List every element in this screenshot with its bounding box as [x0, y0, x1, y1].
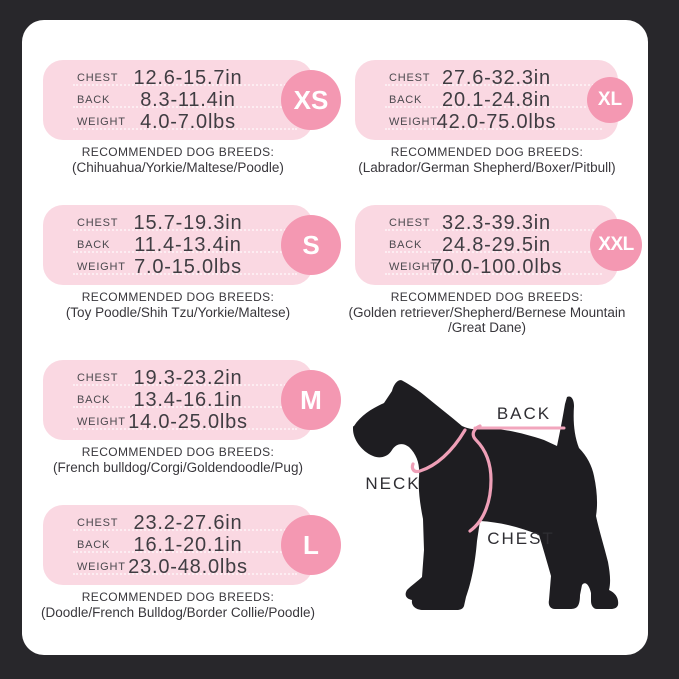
dog-measurement-diagram [348, 368, 642, 622]
breeds-list: (Golden retriever/Shepherd/Bernese Mountain [348, 305, 626, 320]
chest-label: CHEST [389, 217, 431, 229]
size-card-l [43, 505, 319, 585]
chest-label: CHEST [77, 72, 119, 84]
breeds-list: (Labrador/German Shepherd/Boxer/Pitbull) [358, 160, 616, 175]
chest-value: 15.7-19.3in [133, 212, 243, 234]
breeds-block-m [18, 445, 338, 475]
breeds-block-xxl [327, 290, 647, 335]
weight-value: 70.0-100.0lbs [430, 256, 563, 278]
measure-row-chest [43, 512, 313, 534]
measure-row-back [43, 389, 313, 411]
size-badge-xxl: XXL [590, 219, 642, 271]
chest-diagram-label: CHEST [487, 529, 555, 548]
measure-row-chest [43, 212, 313, 234]
chest-label: CHEST [77, 517, 119, 529]
weight-value: 4.0-7.0lbs [140, 111, 236, 133]
back-label: BACK [77, 239, 111, 251]
measure-row-weight [43, 411, 313, 433]
back-label: BACK [389, 94, 423, 106]
chest-value: 19.3-23.2in [133, 367, 243, 389]
weight-label: WEIGHT [389, 261, 438, 273]
size-card-xxl [355, 205, 634, 285]
size-badge-m: M [281, 370, 341, 430]
chest-value: 12.6-15.7in [133, 67, 243, 89]
weight-label: WEIGHT [389, 116, 438, 128]
chest-label: CHEST [77, 217, 119, 229]
size-badge-s: S [281, 215, 341, 275]
back-label: BACK [77, 94, 111, 106]
measure-row-weight [43, 556, 313, 578]
weight-value: 23.0-48.0lbs [128, 556, 248, 578]
back-value: 8.3-11.4in [140, 89, 236, 111]
breeds-list: (Toy Poodle/Shih Tzu/Yorkie/Maltese) [65, 305, 291, 320]
chest-value: 32.3-39.3in [442, 212, 551, 234]
weight-label: WEIGHT [77, 416, 126, 428]
breeds-title: RECOMMENDED DOG BREEDS: [390, 145, 584, 159]
measure-row-weight [355, 111, 618, 133]
measure-row-weight [43, 256, 313, 278]
measure-row-back [355, 234, 618, 256]
size-badge-xl: XL [587, 77, 633, 123]
weight-label: WEIGHT [77, 561, 126, 573]
breeds-block-s [18, 290, 338, 320]
chest-label: CHEST [77, 372, 119, 384]
back-diagram-label: BACK [496, 404, 552, 423]
back-value: 20.1-24.8in [442, 89, 551, 111]
breeds-title: RECOMMENDED DOG BREEDS: [81, 145, 275, 159]
size-card-s [43, 205, 320, 285]
breeds-list: (Chihuahua/Yorkie/Maltese/Poodle) [72, 160, 284, 175]
measure-row-back [43, 534, 313, 556]
size-badge-xs: XS [281, 70, 341, 130]
measure-row-weight [43, 111, 313, 133]
breeds-block-xl [327, 145, 647, 175]
back-label: BACK [77, 539, 111, 551]
weight-value: 14.0-25.0lbs [128, 411, 248, 433]
size-card-m [43, 360, 322, 440]
back-value: 16.1-20.1in [133, 534, 243, 556]
neck-diagram-label: NECK [365, 474, 421, 493]
measure-row-back [43, 89, 313, 111]
measure-row-chest [43, 367, 313, 389]
breeds-block-l [18, 590, 338, 620]
measure-row-back [43, 234, 313, 256]
chest-value: 23.2-27.6in [133, 512, 243, 534]
back-value: 24.8-29.5in [442, 234, 551, 256]
measure-row-chest [355, 67, 618, 89]
breeds-title: RECOMMENDED DOG BREEDS: [81, 590, 275, 604]
breeds-list: (Doodle/French Bulldog/Border Collie/Poodle) [41, 605, 315, 620]
breeds-block-xs [18, 145, 338, 175]
size-badge-l: L [281, 515, 341, 575]
measure-row-back [355, 89, 618, 111]
weight-value: 7.0-15.0lbs [134, 256, 242, 278]
weight-label: WEIGHT [77, 116, 126, 128]
weight-label: WEIGHT [77, 261, 126, 273]
back-label: BACK [389, 239, 423, 251]
size-card-xl [355, 60, 623, 140]
breeds-list: (French bulldog/Corgi/Goldendoodle/Pug) [53, 460, 303, 475]
measure-row-chest [43, 67, 313, 89]
back-value: 11.4-13.4in [134, 234, 242, 256]
weight-value: 42.0-75.0lbs [436, 111, 557, 133]
back-label: BACK [77, 394, 111, 406]
chest-label: CHEST [389, 72, 431, 84]
breeds-title: RECOMMENDED DOG BREEDS: [81, 445, 275, 459]
measure-row-weight [355, 256, 618, 278]
chest-value: 27.6-32.3in [442, 67, 551, 89]
breeds-title: RECOMMENDED DOG BREEDS: [81, 290, 275, 304]
size-card-xs [43, 60, 329, 140]
breeds-title: RECOMMENDED DOG BREEDS: [390, 290, 584, 304]
measure-row-chest [355, 212, 618, 234]
breeds-list-line2: /Great Dane) [447, 320, 527, 335]
back-value: 13.4-16.1in [133, 389, 243, 411]
